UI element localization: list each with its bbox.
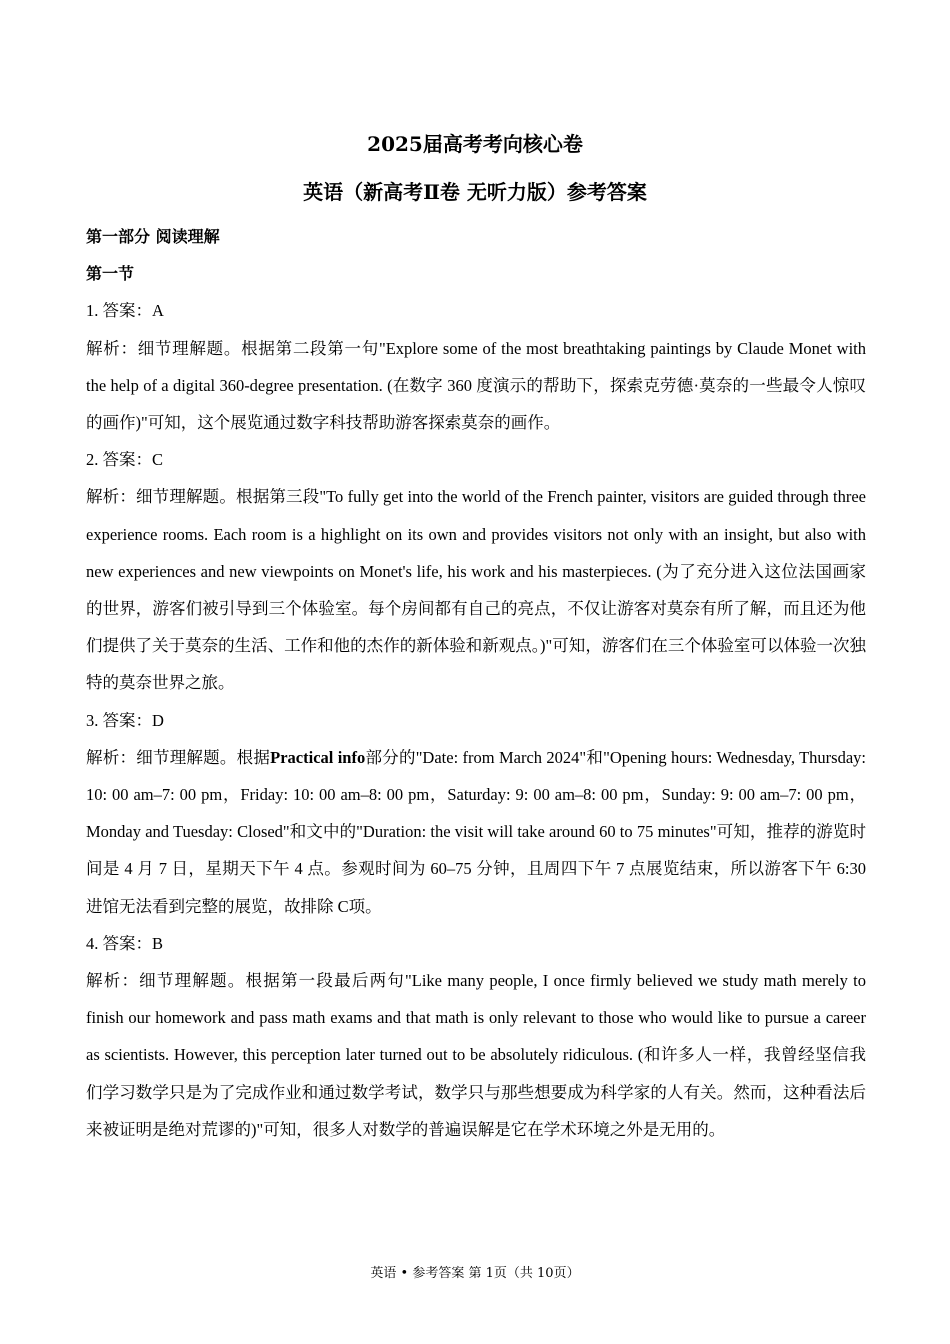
analysis-bold-term: Practical info <box>270 747 366 767</box>
analysis-paragraph: 解析：细节理解题。根据第一段最后两句"Like many people, I once firmly believed we study math merely to finish our homework and pass math exams and that math is only relevant to those who would like to pursue a career as scientists. However, this perception later turned out to be absolutely ridiculous. (和许多人一样，我曾经坚信我们学习数学只是为了完成作业和通过数学考试，数学只与那些想要成为科学家的人有关。然而，这种看法后来被证明是绝对荒谬的)"可知，很多人对数学的普遍误解是它在学术环境之外是无用的。 <box>86 971 866 1139</box>
content-body <box>86 218 866 1148</box>
answer-line: 4. 答案：B <box>86 933 164 953</box>
document-subtitle: 英语（新高考Ⅱ卷 无听力版）参考答案 <box>303 180 647 204</box>
document-title: 2025届高考考向核心卷 <box>367 132 583 156</box>
answer-line: 1. 答案：A <box>86 301 164 321</box>
subsection-heading: 第一节 <box>86 264 135 284</box>
analysis-suffix: 部分的"Date: from March 2024"和"Opening hours: Wednesday, Thursday: 10: 00 am–7: 00 pm，Friday: 10: 00 am–8: 00 pm，Saturday: 9: 00 am–8: 00 pm，Sunday: 9: 00 am–7: 00 pm，Monday and Tuesday: Closed"和文中的"Duration: the visit will take around 60 to 75 minutes"可知，推荐的游览时间是 4 月 7 日，星期天下午 4 点。参观时间为 60–75 分钟，且周四下午 7 点展览结束，所以游客下午 6:30 进馆无法看到完整的展览，故排除 C项。 <box>86 747 867 916</box>
section-heading: 第一部分 阅读理解 <box>86 227 220 246</box>
analysis-paragraph: 解析：细节理解题。根据第二段第一句"Explore some of the most breathtaking paintings by Claude Monet with the help of a digital 360-degree presentation. (在数字 360 度演示的帮助下，探索克劳德·莫奈的一些最令人惊叹的画作)"可知，这个展览通过数字科技帮助游客探索莫奈的画作。 <box>86 338 866 433</box>
analysis-paragraph: 解析：细节理解题。根据第三段"To fully get into the world of the French painter, visitors are guided through three experience rooms. Each room is a highlight on its own and provides visitors not only with an insight, but also with new experiences and new viewpoints on Monet's life, his work and his masterpieces. (为了充分进入这位法国画家的世界，游客们被引导到三个体验室。每个房间都有自己的亮点，不仅让游客对莫奈有所了解，而且还为他们提供了关于莫奈的生活、工作和他的杰作的新体验和新观点。)"可知，游客们在三个体验室可以体验一次独特的莫奈世界之旅。 <box>86 487 866 693</box>
answer-line: 2. 答案：C <box>86 450 164 470</box>
analysis-paragraph <box>86 739 866 925</box>
analysis-prefix: 解析：细节理解题。根据 <box>86 747 271 767</box>
answer-line: 3. 答案：D <box>86 710 164 730</box>
page-footer: 英语 • 参考答案 第 1页（共 10页） <box>370 1266 580 1281</box>
